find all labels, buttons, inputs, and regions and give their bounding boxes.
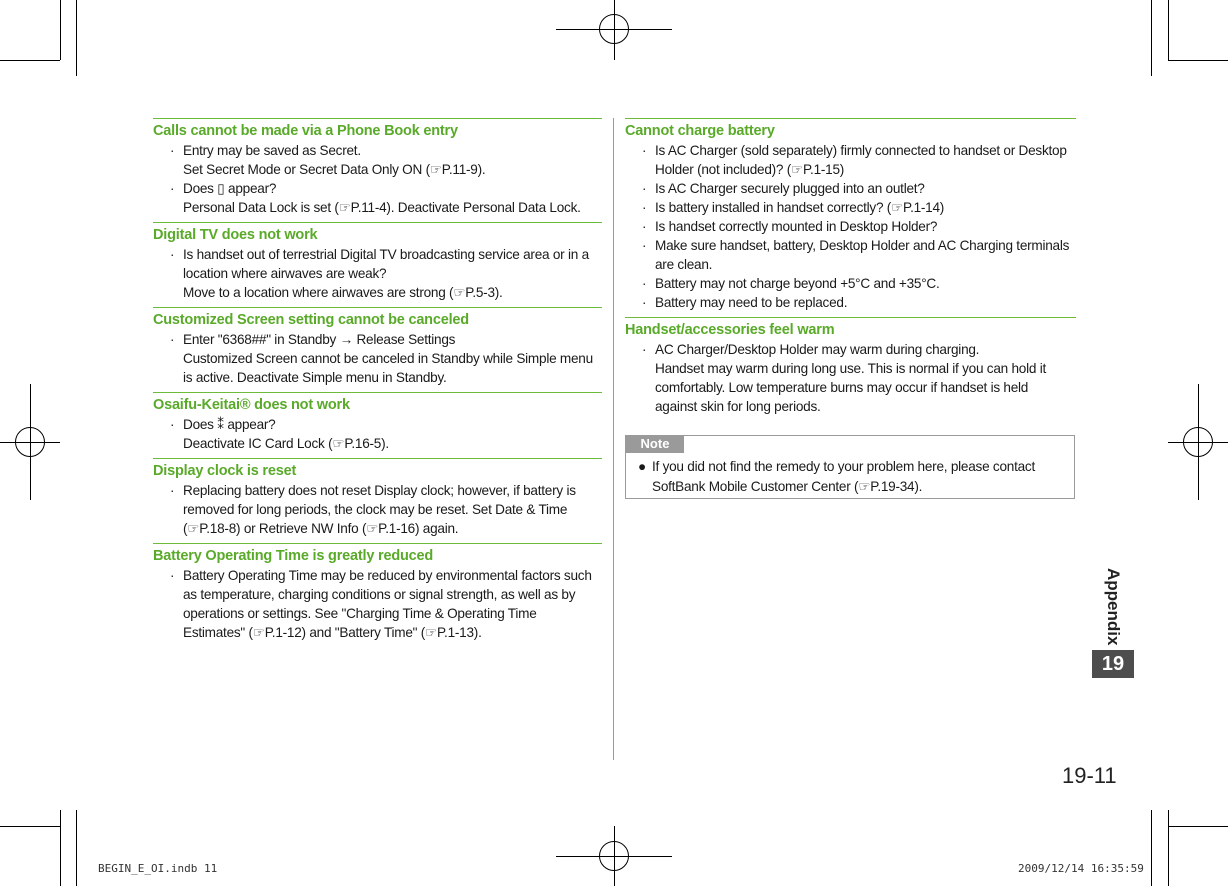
bullet-icon: · <box>170 181 175 196</box>
item-line: Battery may not charge beyond +5°C and +35°C. <box>655 276 940 291</box>
bullet-icon: · <box>642 219 647 234</box>
item-list <box>625 141 1076 312</box>
list-item <box>153 330 602 387</box>
item-line: Estimates" (☞P.1-12) and "Battery Time" (☞P.1-13). <box>183 625 482 640</box>
list-item <box>625 340 1076 416</box>
crop-mark <box>0 826 60 827</box>
item-line: as temperature, charging conditions or signal strength, as well as by <box>183 587 576 602</box>
item-line: location where airwaves are weak? <box>183 266 387 281</box>
item-line: Battery Operating Time may be reduced by environmental factors such <box>183 568 592 583</box>
note-text <box>638 457 1035 497</box>
note-line: If you did not find the remedy to your problem here, please contact <box>652 459 1035 474</box>
item-line: Holder (not included)? (☞P.1-15) <box>655 162 845 177</box>
note-line: SoftBank Mobile Customer Center (☞P.19-34). <box>652 479 923 494</box>
item-line: Enter "6368##" in Standby → Release Settings <box>183 332 456 347</box>
bullet-icon: · <box>642 276 647 291</box>
item-list <box>153 330 602 387</box>
troubleshoot-section <box>625 118 1076 312</box>
crop-mark <box>60 0 61 60</box>
note-label: Note <box>626 435 684 453</box>
item-line: Set Secret Mode or Secret Data Only ON (☞P.11-9). <box>183 162 486 177</box>
item-line: Customized Screen cannot be canceled in Standby while Simple menu <box>183 351 593 366</box>
list-item <box>625 198 1076 217</box>
list-item <box>625 141 1076 179</box>
bullet-icon: · <box>642 200 647 215</box>
section-title: Osaifu-Keitai® does not work <box>153 397 350 413</box>
crop-mark <box>0 60 60 61</box>
item-list <box>153 245 602 302</box>
list-item <box>153 566 602 642</box>
side-tab-label: Appendix <box>1104 568 1123 646</box>
crop-mark <box>1168 810 1169 886</box>
crop-mark <box>1151 810 1152 886</box>
section-title: Display clock is reset <box>153 463 297 479</box>
troubleshoot-section <box>153 307 602 387</box>
list-item <box>625 274 1076 293</box>
list-item <box>153 415 602 453</box>
item-line: Make sure handset, battery, Desktop Holder and AC Charging terminals <box>655 238 1070 253</box>
left-column <box>153 118 602 647</box>
troubleshoot-section <box>153 392 602 453</box>
troubleshoot-section <box>153 118 602 217</box>
item-line: Is AC Charger securely plugged into an outlet? <box>655 181 925 196</box>
item-line: Deactivate IC Card Lock (☞P.16-5). <box>183 436 389 451</box>
column-divider <box>613 118 614 760</box>
troubleshoot-section <box>153 458 602 538</box>
crop-mark <box>1151 0 1152 76</box>
bullet-icon: · <box>642 342 647 357</box>
section-title: Handset/accessories feel warm <box>625 322 835 338</box>
bullet-icon: · <box>642 238 647 253</box>
side-tab-number: 19 <box>1092 650 1134 678</box>
item-line: removed for long periods, the clock may be reset. Set Date & Time <box>183 502 568 517</box>
item-line: Battery may need to be replaced. <box>655 295 848 310</box>
list-item <box>625 179 1076 198</box>
item-line: are clean. <box>655 257 713 272</box>
section-title: Cannot charge battery <box>625 123 775 139</box>
item-line: Does ▯ appear? <box>183 181 277 196</box>
item-list <box>153 566 602 642</box>
registration-circle <box>599 841 629 871</box>
list-item <box>625 293 1076 312</box>
troubleshoot-section <box>153 543 602 642</box>
footer-file: BEGIN_E_OI.indb 11 <box>98 862 218 875</box>
side-tab <box>1092 565 1134 677</box>
item-line: Replacing battery does not reset Display clock; however, if battery is <box>183 483 576 498</box>
registration-circle <box>1183 427 1213 457</box>
crop-mark <box>76 810 77 886</box>
troubleshoot-section <box>153 222 602 302</box>
troubleshoot-section <box>625 317 1076 416</box>
item-list <box>625 340 1076 416</box>
item-line: comfortably. Low temperature burns may occur if handset is held <box>655 380 1029 395</box>
item-list <box>153 415 602 453</box>
registration-circle <box>599 14 629 44</box>
crop-mark <box>1168 60 1228 61</box>
bullet-icon: · <box>170 332 175 347</box>
bullet-icon: · <box>642 295 647 310</box>
item-line: Entry may be saved as Secret. <box>183 143 361 158</box>
note-box <box>625 435 1075 499</box>
section-title: Digital TV does not work <box>153 227 318 243</box>
crop-mark <box>1168 826 1228 827</box>
item-list <box>153 141 602 217</box>
bullet-icon: · <box>170 417 175 432</box>
bullet-icon: · <box>642 143 647 158</box>
list-item <box>153 245 602 302</box>
bullet-icon: · <box>170 568 175 583</box>
crop-mark <box>76 0 77 76</box>
item-line: Is handset out of terrestrial Digital TV broadcasting service area or in a <box>183 247 589 262</box>
item-line: Is handset correctly mounted in Desktop Holder? <box>655 219 938 234</box>
item-line: operations or settings. See "Charging Time & Operating Time <box>183 606 537 621</box>
bullet-icon: · <box>170 247 175 262</box>
item-list <box>153 481 602 538</box>
section-title: Customized Screen setting cannot be canceled <box>153 312 469 328</box>
item-line: Is battery installed in handset correctly? (☞P.1-14) <box>655 200 945 215</box>
crop-mark <box>1168 0 1169 60</box>
section-title: Battery Operating Time is greatly reduced <box>153 548 434 564</box>
list-item <box>153 179 602 217</box>
page-number: 19-11 <box>1062 763 1117 788</box>
list-item <box>153 481 602 538</box>
right-column <box>625 118 1076 421</box>
section-title: Calls cannot be made via a Phone Book entry <box>153 123 458 139</box>
item-line: Does ⁑ appear? <box>183 417 276 432</box>
bullet-icon: · <box>642 181 647 196</box>
crop-mark <box>60 810 61 886</box>
item-line: Personal Data Lock is set (☞P.11-4). Deactivate Personal Data Lock. <box>183 200 581 215</box>
item-line: is active. Deactivate Simple menu in Standby. <box>183 370 447 385</box>
list-item <box>153 141 602 179</box>
item-line: (☞P.18-8) or Retrieve NW Info (☞P.1-16) again. <box>183 521 459 536</box>
list-item <box>625 236 1076 274</box>
item-line: against skin for long periods. <box>655 399 821 414</box>
bullet-icon: · <box>170 483 175 498</box>
bullet-icon: · <box>170 143 175 158</box>
item-line: Move to a location where airwaves are strong (☞P.5-3). <box>183 285 503 300</box>
registration-circle <box>15 427 45 457</box>
item-line: AC Charger/Desktop Holder may warm during charging. <box>655 342 980 357</box>
list-item <box>625 217 1076 236</box>
bullet-dot-icon: ● <box>638 459 646 474</box>
item-line: Is AC Charger (sold separately) firmly connected to handset or Desktop <box>655 143 1067 158</box>
footer-timestamp: 2009/12/14 16:35:59 <box>1018 862 1144 875</box>
item-line: Handset may warm during long use. This is normal if you can hold it <box>655 361 1047 376</box>
